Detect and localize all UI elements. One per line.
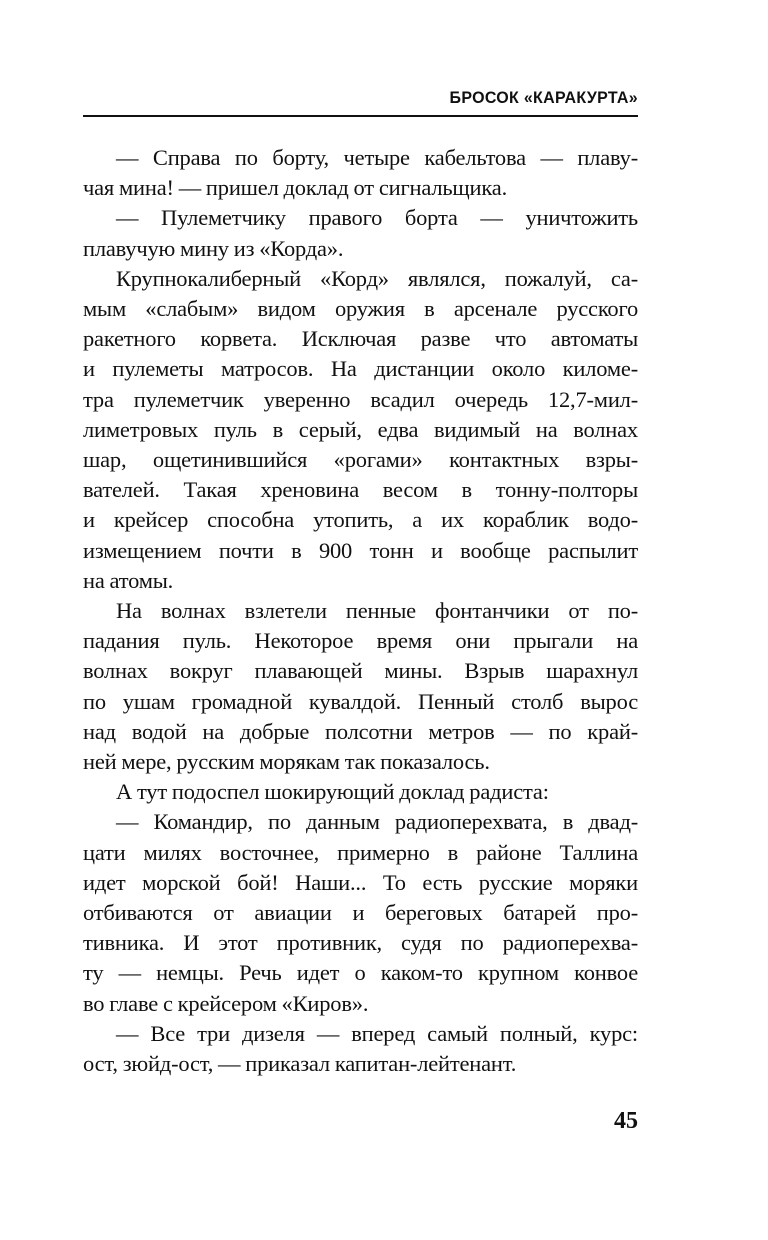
text-line: — Справа по борту, четыре кабельтова — плаву- (116, 145, 638, 170)
paragraph (83, 264, 638, 596)
text-line: шар, ощетинившийся «рогами» контактных взры- (83, 447, 638, 473)
paragraph (83, 1019, 638, 1079)
paragraph (83, 777, 638, 807)
text-line: и пулеметы матросов. На дистанции около киломе- (83, 356, 638, 382)
text-line: ту — немцы. Речь идет о каком-то крупном конвое (83, 960, 638, 986)
page-number: 45 (614, 1108, 638, 1134)
text-line: плавучую мину из «Корда». (83, 235, 344, 261)
text-line: ракетного корвета. Исключая разве что автоматы (83, 326, 638, 352)
text-line: чая мина! — пришел доклад от сигнальщика. (83, 175, 507, 201)
text-line: вателей. Такая хреновина весом в тонну-полторы (83, 477, 638, 503)
text-line: над водой на добрые полсотни метров — по край- (83, 718, 638, 744)
running-title: БРОСОК «КАРАКУРТА» (449, 89, 638, 108)
text-line: идет морской бой! Наши... То есть русские моряки (83, 869, 638, 895)
body-text (83, 143, 638, 1079)
text-line: во главе с крейсером «Киров». (83, 990, 369, 1016)
text-line: волнах вокруг плавающей мины. Взрыв шарахнул (83, 658, 638, 684)
text-line: на атомы. (83, 567, 174, 593)
text-line: отбиваются от авиации и береговых батарей про- (83, 900, 638, 926)
text-line: А тут подоспел шокирующий доклад радиста: (116, 779, 549, 805)
paragraph (83, 143, 638, 203)
text-line: мым «слабым» видом оружия в арсенале русского (83, 296, 638, 322)
paragraph (83, 203, 638, 263)
text-line: ост, зюйд-ост, — приказал капитан-лейтенант. (83, 1051, 517, 1077)
text-line: — Пулеметчику правого борта — уничтожить (116, 205, 638, 231)
paragraph (83, 596, 638, 777)
text-line: ней мере, русским морякам так показалось. (83, 749, 490, 775)
text-line: На волнах взлетели пенные фонтанчики от по- (116, 598, 638, 624)
text-line: падания пуль. Некоторое время они прыгали на (83, 628, 638, 654)
text-line: и крейсер способна утопить, а их кораблик водо- (83, 507, 638, 533)
header-rule (83, 115, 638, 117)
text-line: измещением почти в 900 тонн и вообще распылит (83, 537, 638, 563)
text-line: тра пулеметчик уверенно всадил очередь 12,7-мил- (83, 386, 638, 412)
text-line: цати милях восточнее, примерно в районе Таллина (83, 839, 638, 865)
text-line: лиметровых пуль в серый, едва видимый на волнах (83, 416, 638, 442)
text-line: — Все три дизеля — вперед самый полный, курс: (116, 1020, 638, 1046)
text-line: тивника. И этот противник, судя по радиоперехва- (83, 930, 638, 956)
paragraph (83, 807, 638, 1018)
text-line: по ушам громадной кувалдой. Пенный столб вырос (83, 688, 638, 714)
text-line: Крупнокалиберный «Корд» являлся, пожалуй, са- (116, 265, 638, 291)
text-line: — Командир, по данным радиоперехвата, в двад- (116, 809, 638, 835)
